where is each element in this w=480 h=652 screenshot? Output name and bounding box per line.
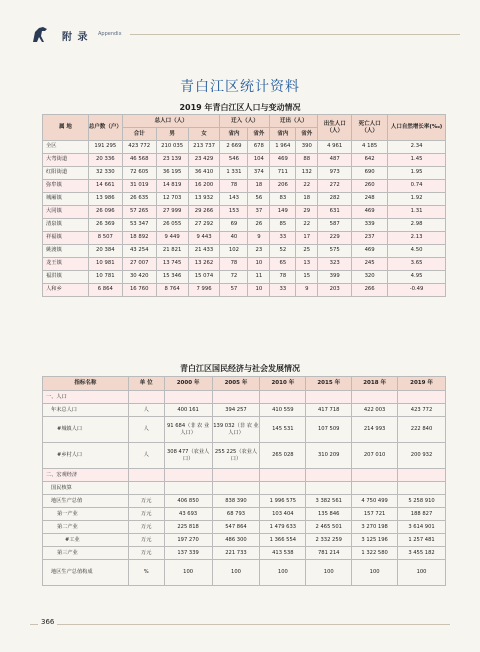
table-row — [43, 258, 446, 271]
table-cell: 15 074 — [188, 271, 220, 284]
table-cell: 3 614 901 — [398, 521, 446, 534]
table-cell: 245 — [352, 258, 388, 271]
table-cell — [128, 391, 164, 404]
horse-logo-icon — [30, 24, 52, 44]
th-region: 属 地 — [43, 115, 89, 141]
indicator-cell: 第一产业 — [43, 508, 129, 521]
table-cell: 422 003 — [352, 404, 398, 417]
table-cell: 17 — [296, 232, 318, 245]
table-cell: 23 139 — [156, 154, 188, 167]
th-deaths: 死亡人口（人） — [352, 115, 388, 141]
table-cell: 225 818 — [164, 521, 212, 534]
table-cell: 102 — [220, 245, 248, 258]
table-cell: 132 — [296, 167, 318, 180]
table-cell: 43 693 — [164, 508, 212, 521]
table-cell: 3 455 182 — [398, 547, 446, 560]
table-cell: 22 — [296, 219, 318, 232]
table-cell — [260, 482, 306, 495]
table-cell — [164, 391, 212, 404]
table-cell: 65 — [270, 258, 296, 271]
table-cell: 248 — [352, 193, 388, 206]
table-cell: 21 821 — [156, 245, 188, 258]
table-cell — [260, 469, 306, 482]
table-cell: 9 — [296, 284, 318, 297]
table-row — [43, 417, 446, 443]
column-header: 指标名称 — [43, 377, 129, 391]
table-row — [43, 482, 446, 495]
region-cell: 龙王镇 — [43, 258, 89, 271]
table-cell: 191 295 — [88, 141, 122, 154]
table-cell — [398, 391, 446, 404]
table-cell — [164, 469, 212, 482]
table-cell: 137 339 — [164, 547, 212, 560]
table-cell: 1.31 — [388, 206, 446, 219]
table-cell: 18 892 — [122, 232, 156, 245]
header-label: 附 录 — [62, 32, 89, 43]
economy-table — [42, 376, 446, 586]
table-row — [43, 284, 446, 297]
table-cell: 546 — [220, 154, 248, 167]
table-cell: 469 — [352, 245, 388, 258]
table-cell: 153 — [220, 206, 248, 219]
column-header: 2000 年 — [164, 377, 212, 391]
table-cell: 27 007 — [122, 258, 156, 271]
table-cell: 23 429 — [188, 154, 220, 167]
region-cell: 全区 — [43, 141, 89, 154]
region-cell: 红阳街道 — [43, 167, 89, 180]
table-cell: 139 032（非 农 业人口） — [212, 417, 260, 443]
region-cell: 弥牟镇 — [43, 180, 89, 193]
table-cell: 52 — [270, 245, 296, 258]
indicator-cell: 国民核算 — [43, 482, 129, 495]
table-cell: 100 — [212, 560, 260, 586]
table-row — [43, 193, 446, 206]
table-cell — [306, 482, 352, 495]
table-cell: 2.13 — [388, 232, 446, 245]
table-cell: 29 266 — [188, 206, 220, 219]
table-cell: 390 — [296, 141, 318, 154]
table-cell: 9 443 — [188, 232, 220, 245]
column-header: 2010 年 — [260, 377, 306, 391]
table-cell: 423 772 — [122, 141, 156, 154]
table-cell: 10 — [248, 284, 270, 297]
table-cell — [306, 469, 352, 482]
table-cell: 78 — [220, 258, 248, 271]
table-cell: 145 531 — [260, 417, 306, 443]
table-cell: 486 300 — [212, 534, 260, 547]
table-cell: 107 509 — [306, 417, 352, 443]
th-out: 迁出（人） — [270, 115, 318, 128]
table-cell: 13 262 — [188, 258, 220, 271]
table-cell: 135 846 — [306, 508, 352, 521]
th-sub-out-prov2: 省外 — [296, 128, 318, 141]
table-cell: 68 793 — [212, 508, 260, 521]
table-cell: 8 507 — [88, 232, 122, 245]
table-cell: 30 420 — [122, 271, 156, 284]
region-cell: 清泉镇 — [43, 219, 89, 232]
table-cell: 40 — [220, 232, 248, 245]
table-cell: 3 270 198 — [352, 521, 398, 534]
th-sub-out-prov: 省外 — [248, 128, 270, 141]
table-cell: 37 — [248, 206, 270, 219]
table-cell: 214 993 — [352, 417, 398, 443]
table-cell: 29 — [296, 206, 318, 219]
indicator-cell: 年末总人口 — [43, 404, 129, 417]
table-cell — [352, 482, 398, 495]
table-cell: 678 — [248, 141, 270, 154]
table-row — [43, 245, 446, 258]
table-cell: 6 864 — [88, 284, 122, 297]
indicator-cell: 一、人口 — [43, 391, 129, 404]
table-cell — [260, 391, 306, 404]
th-sub-total: 合计 — [122, 128, 156, 141]
table-cell: 1.95 — [388, 167, 446, 180]
table-cell — [128, 469, 164, 482]
region-cell: 大弯街道 — [43, 154, 89, 167]
table-cell — [164, 482, 212, 495]
page-number: 366 — [38, 618, 57, 626]
table-cell: 人 — [128, 404, 164, 417]
table-cell: 399 — [318, 271, 352, 284]
table-cell: 272 — [318, 180, 352, 193]
table-cell: 100 — [164, 560, 212, 586]
table-cell: 221 733 — [212, 547, 260, 560]
table1-caption: 2019 年青白江区人口与变动情况 — [179, 103, 301, 112]
table-cell: 22 — [296, 180, 318, 193]
table-cell: 1 366 554 — [260, 534, 306, 547]
table-row — [43, 219, 446, 232]
table-cell: 36 195 — [156, 167, 188, 180]
table-cell: 206 — [270, 180, 296, 193]
table-cell: 0.74 — [388, 180, 446, 193]
region-cell: 祥福镇 — [43, 232, 89, 245]
table-row — [43, 508, 446, 521]
table-cell: 4 750 499 — [352, 495, 398, 508]
table-cell: 36 410 — [188, 167, 220, 180]
table-cell: 1.45 — [388, 154, 446, 167]
table-cell: 838 390 — [212, 495, 260, 508]
table-cell: 46 568 — [122, 154, 156, 167]
table-cell: 4.95 — [388, 271, 446, 284]
table-cell: 323 — [318, 258, 352, 271]
table-cell: 69 — [220, 219, 248, 232]
table-cell: 203 — [318, 284, 352, 297]
table-cell: 10 — [248, 258, 270, 271]
table-cell: 万元 — [128, 495, 164, 508]
indicator-cell: 二、宏观经济 — [43, 469, 129, 482]
table-cell: 13 — [296, 258, 318, 271]
table-cell: 587 — [318, 219, 352, 232]
table-cell: 33 — [270, 284, 296, 297]
table-cell: 1 964 — [270, 141, 296, 154]
table-cell: 260 — [352, 180, 388, 193]
th-households: 总户数（户） — [88, 115, 122, 141]
region-cell: 人和乡 — [43, 284, 89, 297]
indicator-cell: #乡村人口 — [43, 443, 129, 469]
table-cell: 320 — [352, 271, 388, 284]
table-row — [43, 167, 446, 180]
region-cell: 城厢镇 — [43, 193, 89, 206]
table-cell: 781 214 — [306, 547, 352, 560]
table-row — [43, 547, 446, 560]
table-cell: 26 369 — [88, 219, 122, 232]
table-cell: 31 019 — [122, 180, 156, 193]
table-cell: 85 — [270, 219, 296, 232]
table-cell: 1.92 — [388, 193, 446, 206]
table-cell: 27 999 — [156, 206, 188, 219]
table-cell: 100 — [398, 560, 446, 586]
indicator-cell: 第三产业 — [43, 547, 129, 560]
table-cell: 33 — [270, 232, 296, 245]
table-cell: 26 635 — [122, 193, 156, 206]
table-cell: 10 981 — [88, 258, 122, 271]
column-header: 2015 年 — [306, 377, 352, 391]
table-cell: 12 703 — [156, 193, 188, 206]
table-cell: 2.98 — [388, 219, 446, 232]
table-cell: 642 — [352, 154, 388, 167]
table-cell: 72 605 — [122, 167, 156, 180]
table-cell: 4 961 — [318, 141, 352, 154]
table-cell: 207 010 — [352, 443, 398, 469]
th-sub-female: 女 — [188, 128, 220, 141]
page-title: 青白江区统计资料 — [180, 79, 300, 95]
table-cell: 57 265 — [122, 206, 156, 219]
table-cell: 213 737 — [188, 141, 220, 154]
table2-caption: 青白江区国民经济与社会发展情况 — [180, 364, 300, 373]
table-cell: 26 — [248, 219, 270, 232]
table-cell: 100 — [352, 560, 398, 586]
table-cell: 1 479 633 — [260, 521, 306, 534]
table-cell — [212, 469, 260, 482]
indicator-cell: #工业 — [43, 534, 129, 547]
table-cell: 157 721 — [352, 508, 398, 521]
table-cell: 16 760 — [122, 284, 156, 297]
table-cell: 229 — [318, 232, 352, 245]
table-cell: 11 — [248, 271, 270, 284]
table-cell: 413 538 — [260, 547, 306, 560]
table-cell — [398, 469, 446, 482]
table-cell: 万元 — [128, 534, 164, 547]
table-row — [43, 443, 446, 469]
table-cell: 487 — [318, 154, 352, 167]
table-cell: 1 331 — [220, 167, 248, 180]
table-cell: 308 477（农业人口） — [164, 443, 212, 469]
table-cell: 13 745 — [156, 258, 188, 271]
th-sub-in-prov2: 省内 — [270, 128, 296, 141]
table-cell: 53 347 — [122, 219, 156, 232]
table-cell: 万元 — [128, 547, 164, 560]
indicator-cell: 地区生产总值 — [43, 495, 129, 508]
header-divider — [130, 34, 460, 35]
table-cell: 9 449 — [156, 232, 188, 245]
table-cell: 9 — [248, 232, 270, 245]
table-cell: 1 996 575 — [260, 495, 306, 508]
table-cell: 57 — [220, 284, 248, 297]
table-cell: 14 819 — [156, 180, 188, 193]
table-cell: 100 — [260, 560, 306, 586]
table-cell: 3 382 561 — [306, 495, 352, 508]
table-cell: 23 — [248, 245, 270, 258]
table-cell: 20 384 — [88, 245, 122, 258]
table-cell: 18 — [296, 193, 318, 206]
table-cell: 374 — [248, 167, 270, 180]
table-cell: 7 996 — [188, 284, 220, 297]
table-cell: 人 — [128, 417, 164, 443]
table-cell: 26 096 — [88, 206, 122, 219]
table-cell: 423 772 — [398, 404, 446, 417]
table-cell — [352, 469, 398, 482]
table-cell: 25 — [296, 245, 318, 258]
table-cell: 100 — [306, 560, 352, 586]
table-cell: 282 — [318, 193, 352, 206]
table-cell: 21 433 — [188, 245, 220, 258]
table-cell: 27 292 — [188, 219, 220, 232]
table-cell: 14 661 — [88, 180, 122, 193]
table-cell: 10 781 — [88, 271, 122, 284]
table-cell: 400 161 — [164, 404, 212, 417]
table-row — [43, 206, 446, 219]
table-cell: 469 — [270, 154, 296, 167]
table-cell: 265 028 — [260, 443, 306, 469]
table-cell: 88 — [296, 154, 318, 167]
table-row — [43, 180, 446, 193]
table-cell: 237 — [352, 232, 388, 245]
table-cell: 222 840 — [398, 417, 446, 443]
region-cell: 大同镇 — [43, 206, 89, 219]
footer-divider — [30, 624, 450, 625]
table-cell: 1 257 481 — [398, 534, 446, 547]
table-cell: 547 864 — [212, 521, 260, 534]
table-cell: 410 559 — [260, 404, 306, 417]
table-cell: 575 — [318, 245, 352, 258]
table-cell: 78 — [220, 180, 248, 193]
table-cell: 104 — [248, 154, 270, 167]
region-cell: 福洪镇 — [43, 271, 89, 284]
table-row — [43, 154, 446, 167]
table-cell: 2 669 — [220, 141, 248, 154]
table-row — [43, 271, 446, 284]
table-cell: 16 200 — [188, 180, 220, 193]
table-cell: 83 — [270, 193, 296, 206]
table-cell: 1 322 580 — [352, 547, 398, 560]
table-row — [43, 141, 446, 154]
table-cell: 143 — [220, 193, 248, 206]
table-row — [43, 534, 446, 547]
table-cell: 417 718 — [306, 404, 352, 417]
table-cell: 255 225（农业人口） — [212, 443, 260, 469]
table-cell: 91 684（非 农 业人口） — [164, 417, 212, 443]
table-cell: % — [128, 560, 164, 586]
table-cell: 631 — [318, 206, 352, 219]
region-cell: 姚渡镇 — [43, 245, 89, 258]
table-cell: -0.49 — [388, 284, 446, 297]
table-cell: 万元 — [128, 521, 164, 534]
table-cell: 18 — [248, 180, 270, 193]
column-header: 2018 年 — [352, 377, 398, 391]
table-cell: 15 346 — [156, 271, 188, 284]
table-cell: 2.34 — [388, 141, 446, 154]
table-cell: 56 — [248, 193, 270, 206]
table-cell — [212, 482, 260, 495]
table-cell: 394 257 — [212, 404, 260, 417]
indicator-cell: 地区生产总值构成 — [43, 560, 129, 586]
table-cell: 973 — [318, 167, 352, 180]
table-cell — [398, 482, 446, 495]
table-cell: 690 — [352, 167, 388, 180]
table-cell: 103 404 — [260, 508, 306, 521]
table-row — [43, 391, 446, 404]
table-cell: 43 254 — [122, 245, 156, 258]
table-cell — [212, 391, 260, 404]
table-cell: 149 — [270, 206, 296, 219]
table-row — [43, 469, 446, 482]
table-cell: 188 827 — [398, 508, 446, 521]
header-sub-label: Appendix — [98, 31, 122, 37]
table-cell: 人 — [128, 443, 164, 469]
table-cell — [128, 482, 164, 495]
table-cell: 711 — [270, 167, 296, 180]
table-cell: 4 185 — [352, 141, 388, 154]
table-cell: 2 332 259 — [306, 534, 352, 547]
table-cell — [306, 391, 352, 404]
column-header: 2019 年 — [398, 377, 446, 391]
table-cell: 5 258 910 — [398, 495, 446, 508]
table-cell: 13 986 — [88, 193, 122, 206]
table-cell: 310 209 — [306, 443, 352, 469]
table-row — [43, 560, 446, 586]
th-growth: 人口自然增长率(‰) — [388, 115, 446, 141]
table-cell: 78 — [270, 271, 296, 284]
table-cell: 26 055 — [156, 219, 188, 232]
table-row — [43, 521, 446, 534]
population-table — [42, 114, 446, 297]
th-in: 迁入（人） — [220, 115, 270, 128]
column-header: 2005 年 — [212, 377, 260, 391]
table-cell: 200 932 — [398, 443, 446, 469]
page-header — [0, 0, 480, 43]
table-cell — [352, 391, 398, 404]
table-row — [43, 404, 446, 417]
table-cell: 13 932 — [188, 193, 220, 206]
table-cell: 406 850 — [164, 495, 212, 508]
table-cell: 2 465 501 — [306, 521, 352, 534]
table-cell: 197 270 — [164, 534, 212, 547]
table-cell: 32 330 — [88, 167, 122, 180]
table-row — [43, 495, 446, 508]
indicator-cell: 第二产业 — [43, 521, 129, 534]
table-cell: 210 035 — [156, 141, 188, 154]
table-cell: 266 — [352, 284, 388, 297]
th-sub-in-prov: 省内 — [220, 128, 248, 141]
th-sub-male: 男 — [156, 128, 188, 141]
column-header: 单 位 — [128, 377, 164, 391]
table-row — [43, 232, 446, 245]
table-cell: 469 — [352, 206, 388, 219]
table-cell: 20 336 — [88, 154, 122, 167]
table-cell: 万元 — [128, 508, 164, 521]
table-cell: 4.50 — [388, 245, 446, 258]
th-total-pop: 总人口（人） — [122, 115, 220, 128]
table-cell: 72 — [220, 271, 248, 284]
table-cell: 15 — [296, 271, 318, 284]
table-cell: 8 764 — [156, 284, 188, 297]
th-births: 出生人口（人） — [318, 115, 352, 141]
table-cell: 339 — [352, 219, 388, 232]
indicator-cell: #城镇人口 — [43, 417, 129, 443]
table-cell: 3 125 196 — [352, 534, 398, 547]
table-cell: 3.65 — [388, 258, 446, 271]
